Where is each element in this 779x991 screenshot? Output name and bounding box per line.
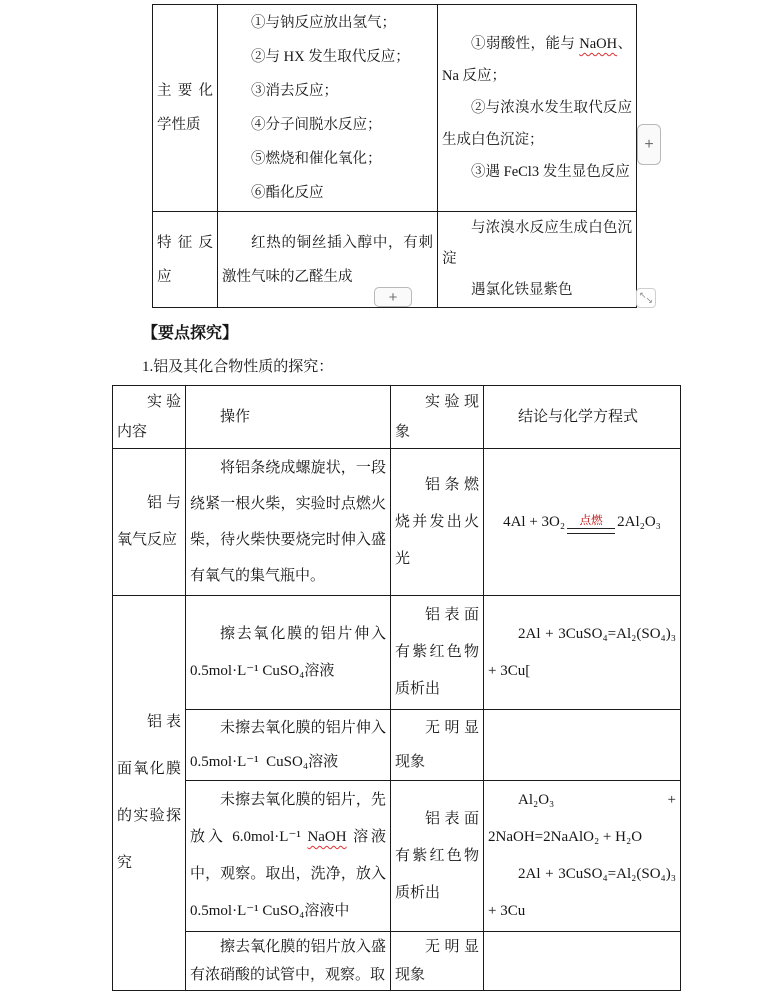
table-header-row (113, 386, 681, 449)
equation-cell (484, 449, 681, 596)
column-header-phenomenon: 实验现象 (391, 386, 484, 449)
equation-cell (484, 596, 681, 710)
experiment-group-label-cell: 铝表面氧化膜的实验探究 (113, 596, 186, 991)
phenomenon-cell: 铝表面有紫红色物质析出 (391, 781, 484, 932)
property-item: ⑥酯化反应 (251, 185, 324, 201)
insert-column-button[interactable] (637, 124, 661, 165)
table-row (153, 5, 637, 212)
column-header-experiment-content: 实验内容 (113, 386, 186, 449)
equation-cell (484, 781, 681, 932)
chemical-equation: 2Al + 3CuSO₄=Al₂(SO₄)₃ + 3Cu[ (488, 625, 676, 679)
chemical-equation: 2Al + 3CuSO₄=Al₂(SO₄)₃ + 3Cu (488, 866, 676, 919)
resize-arrow-nw-icon: ↖ (639, 290, 647, 300)
plus-icon: + (388, 288, 398, 306)
experiment-label-cell: 铝与氧气反应 (113, 449, 186, 596)
phenomenon-cell: 无明显现象 (391, 710, 484, 781)
property-item: ②与浓溴水发生取代反应生成白色沉淀； (442, 100, 632, 148)
property-item: ②与 HX 发生取代反应； (251, 49, 410, 65)
property-item: ④分子间脱水反应； (251, 117, 382, 133)
row-header-feature-reaction (153, 212, 218, 308)
table-resize-handle[interactable] (636, 288, 656, 308)
property-item: ③遇 FeCl3 发生显色反应 (471, 164, 630, 180)
operation-cell: 擦去氧化膜的铝片伸入 0.5mol·L⁻¹ CuSO₄溶液 (186, 596, 391, 710)
phenomenon-cell: 铝条燃烧并发出火光 (391, 449, 484, 596)
row-header-main-properties (153, 5, 218, 212)
table-row (113, 710, 681, 781)
phenomenon-cell: 无明显现象 (391, 932, 484, 991)
aluminum-experiment-table (112, 385, 681, 991)
section-heading: 【要点探究】 (142, 325, 239, 342)
phenomenon-cell: 铝表面有紫红色物质析出 (391, 596, 484, 710)
feature-reaction-result-cell: 与浓溴水反应生成白色沉淀 遇氯化铁显紫色 (438, 212, 637, 308)
chemical-equation: 4Al + 3O₂ 点燃 2Al₂O₃ (488, 504, 676, 541)
equation-cell (484, 710, 681, 781)
phenol-properties-cell (438, 5, 637, 212)
property-item: ③消去反应； (251, 83, 338, 99)
spellcheck-underline: NaOH (307, 829, 347, 845)
property-item: ①弱酸性，能与 NaOH、Na 反应； (442, 36, 632, 84)
spellcheck-underline: NaOH (579, 36, 618, 52)
row-header-label: 特征反应 (157, 234, 213, 285)
ethanol-properties-cell (218, 5, 438, 212)
property-item: ①与钠反应放出氢气； (251, 15, 396, 31)
table-row (113, 781, 681, 932)
chemical-equation: Al₂O₃ + 2NaOH=2NaAlO₂ + H₂O (488, 792, 676, 845)
operation-cell: 未擦去氧化膜的铝片伸入 0.5mol·L⁻¹ CuSO₄溶液 (186, 710, 391, 781)
section-item-title: 1.铝及其化合物性质的探究： (142, 359, 334, 375)
column-header-operation: 操作 (186, 386, 391, 449)
column-header-conclusion: 结论与化学方程式 (484, 386, 681, 449)
table-row (113, 932, 681, 991)
operation-cell: 未擦去氧化膜的铝片，先放入 6.0mol·L⁻¹ NaOH 溶液中，观察。取出，洗净，放入 0.5mol·L⁻¹ CuSO₄溶液中 (186, 781, 391, 932)
operation-cell: 擦去氧化膜的铝片放入盛有浓硝酸的试管中，观察。取 (186, 932, 391, 991)
plus-icon: + (644, 135, 654, 153)
insert-row-button[interactable] (374, 287, 412, 307)
row-header-label: 主要化学性质 (157, 83, 213, 133)
ignition-condition-label: 点燃 (579, 514, 603, 527)
operation-cell: 将铝条绕成螺旋状，一段绕紧一根火柴，实验时点燃火柴，待火柴快要烧完时伸入盛有氧气的集气瓶中。 (186, 449, 391, 596)
table-row (113, 449, 681, 596)
double-equals-line (567, 528, 615, 534)
property-item: ⑤燃烧和催化氧化； (251, 151, 382, 167)
equation-cell (484, 932, 681, 991)
table-row (113, 596, 681, 710)
feature-reaction-operation-cell: 红热的铜丝插入醇中，有刺激性气味的乙醛生成 (218, 212, 438, 308)
chemical-properties-table (152, 4, 637, 308)
resize-arrow-se-icon: ↘ (645, 295, 653, 305)
